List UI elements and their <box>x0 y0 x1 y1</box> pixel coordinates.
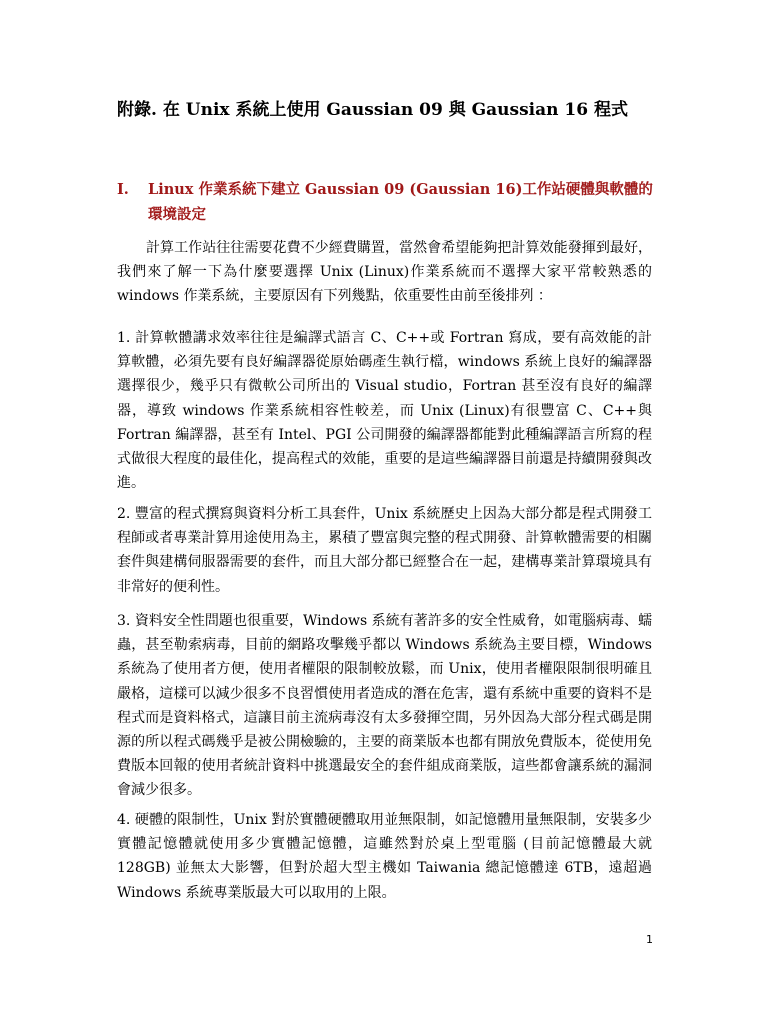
point-paragraph-3: 3. 資料安全性問題也很重要，Windows 系統有著許多的安全性威脅，如電腦病毒、蠕蟲，甚至勒索病毒，目前的網路攻擊幾乎都以 Windows 系統為主要目標，Windows 系統為了使用者方便，使用者權限的限制較放鬆，而 Unix，使用者權限限制很明確且嚴格，這樣可以減少很多不良習慣使用者造成的潛在危害，還有系統中重要的資料不是程式而是資料格式，這讓目前主流病毒沒有太多發揮空間，另外因為大部分程式碼是開源的所以程式碼幾乎是被公開檢驗的，主要的商業版本也都有開放免費版本，從使用免費版本回報的使用者統計資料中挑選最安全的套件組成商業版，這些都會讓系統的漏洞會減少很多。 <box>117 613 652 799</box>
section-heading <box>117 177 657 227</box>
point-paragraph-2: 2. 豐富的程式撰寫與資料分析工具套件，Unix 系統歷史上因為大部分都是程式開發工程師或者專業計算用途使用為主，累積了豐富與完整的程式開發、計算軟體需要的相關套件與建構伺服器需要的套件，而且大部分都已經整合在一起，建構專業計算環境具有非常好的便利性。 <box>117 506 652 595</box>
section-number: I. <box>117 181 129 198</box>
intro-paragraph: 計算工作站往往需要花費不少經費購置，當然會希望能夠把計算效能發揮到最好，我們來了解一下為什麼要選擇 Unix (Linux)作業系統而不選擇大家平常較熟悉的 windows 作業系統，主要原因有下列幾點，依重要性由前至後排列 ： <box>117 240 652 305</box>
page-number: 1 <box>646 933 653 946</box>
section-heading-text: Linux 作業系統下建立 Gaussian 09 (Gaussian 16)工作站硬體與軟體的環境設定 <box>148 181 653 223</box>
document-title: 附錄. 在 Unix 系統上使用 Gaussian 09 與 Gaussian 16 程式 <box>117 100 629 120</box>
point-paragraph-4: 4. 硬體的限制性，Unix 對於實體硬體取用並無限制，如記憶體用量無限制，安裝多少實體記憶體就使用多少實體記憶體，這雖然對於桌上型電腦 (目前記憶體最大就 128GB) 並無太大影響，但對於超大型主機如 Taiwania 總記憶體達 6TB，遠超過 Windows 系統專業版最大可以取用的上限。 <box>117 812 652 901</box>
point-paragraph-1: 1. 計算軟體講求效率往往是編譯式語言 C、C++或 Fortran 寫成，要有高效能的計算軟體，必須先要有良好編譯器從原始碼產生執行檔，windows 系統上良好的編譯器選擇很少，幾乎只有微軟公司所出的 Visual studio，Fortran 甚至沒有良好的編譯器，導致 windows 作業系統相容性較差，而 Unix (Linux)有很豐富 C、C++與 Fortran 編譯器，甚至有 Intel、PGI 公司開發的編譯器都能對此種編譯語言所寫的程式做很大程度的最佳化，提高程式的效能，重要的是這些編譯器目前還是持續開發與改進。 <box>117 330 652 492</box>
